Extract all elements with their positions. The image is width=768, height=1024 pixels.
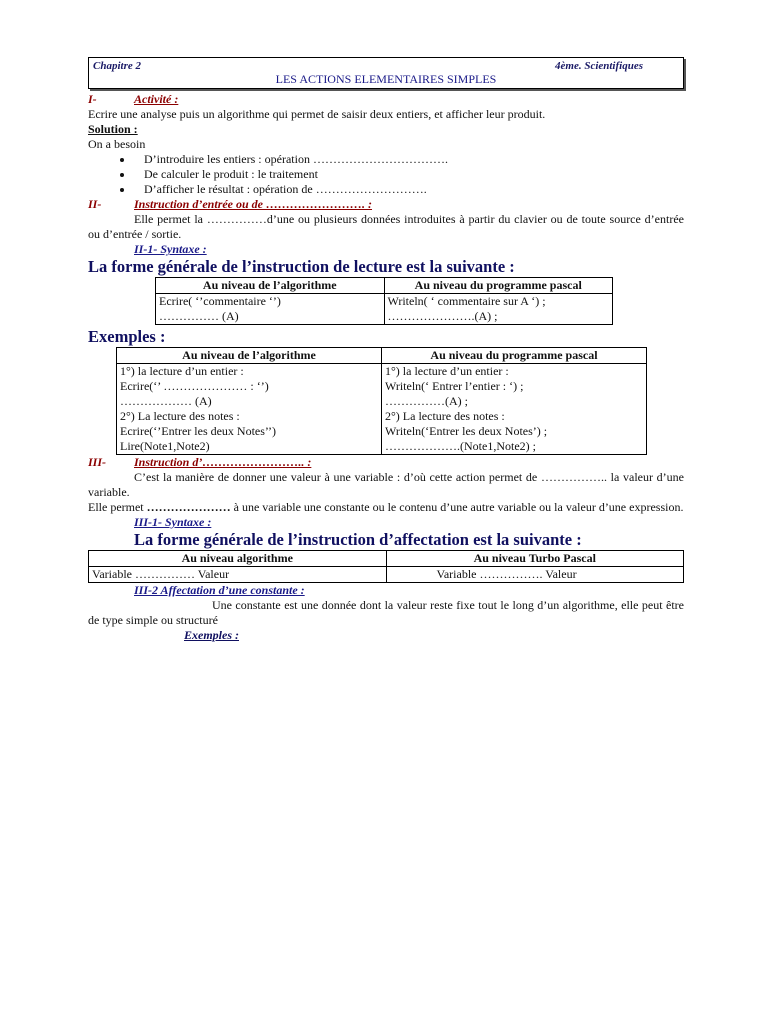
solution-label: Solution : [88, 122, 138, 136]
text-span-bold: ………………… [146, 500, 231, 514]
section-3-text: C’est la manière de donner une valeur à une variable : d’où cette action permet de …………….. la valeur d’une variable. [88, 470, 684, 499]
document-header [88, 57, 684, 89]
section-2-number: II- [88, 197, 102, 211]
cell-line: 2°) La lecture des notes : [385, 409, 505, 423]
table-header: Au niveau du programme pascal [384, 278, 613, 294]
solution-intro: On a besoin [88, 137, 146, 151]
read-syntax-table [155, 277, 613, 325]
cell-line: 2°) La lecture des notes : [120, 409, 240, 423]
cell-line: ……………….(Note1,Note2) ; [385, 439, 536, 453]
document-page [88, 57, 684, 643]
table-header: Au niveau du programme pascal [382, 348, 647, 364]
list-item: • D’afficher le résultat : opération de ………………………. [134, 182, 684, 197]
examples-label-2: Exemples : [184, 628, 239, 642]
table-cell [156, 294, 385, 325]
list-item: • D’introduire les entiers : opération ……………………………. [134, 152, 684, 167]
read-examples-table [116, 347, 647, 455]
cell-line: 1°) la lecture d’un entier : [120, 364, 244, 378]
section-1-number: I- [88, 92, 97, 106]
cell-line: Writeln(‘ Entrer l’entier : ‘) ; [385, 379, 524, 393]
solution-list [88, 152, 684, 197]
cell-line: ………………….(A) ; [387, 309, 498, 323]
section-3-number: III- [88, 455, 107, 469]
cell-line: 1°) la lecture d’un entier : [385, 364, 509, 378]
cell-line: Writeln( ‘ commentaire sur A ‘) ; [387, 294, 546, 308]
section-3-heading [88, 455, 684, 470]
text-span: à une variable une constante ou le contenu d’une autre variable ou la valeur d’une expression. [230, 500, 684, 514]
table-header: Au niveau algorithme [89, 551, 387, 567]
text-span: Elle permet [88, 500, 147, 514]
cell-line: ……………(A) ; [385, 394, 468, 408]
section-3-2-text: Une constante est une donnée dont la valeur reste fixe tout le long d’un algorithme, elle peut être de type simple ou structuré [88, 598, 684, 627]
cell-line: ……………… (A) [120, 394, 212, 408]
table-row [156, 294, 613, 325]
level-label: 4ème. Scientifiques [555, 60, 643, 72]
section-2-heading [88, 197, 684, 212]
read-syntax-title: La forme générale de l’instruction de lecture est la suivante : [88, 257, 515, 276]
assign-syntax-title: La forme générale de l’instruction d’affectation est la suivante : [134, 530, 582, 549]
section-3-title: Instruction d’…………………….. : [134, 455, 312, 469]
table-cell: Variable ……………. Valeur [386, 567, 684, 583]
table-cell [384, 294, 613, 325]
table-cell: Variable …………… Valeur [89, 567, 387, 583]
subsection-3-2-title: III-2 Affectation d’une constante : [134, 583, 305, 597]
examples-heading: Exemples : [88, 327, 166, 346]
list-item: • De calculer le produit : le traitement [134, 167, 684, 182]
cell-line: Lire(Note1,Note2) [120, 439, 210, 453]
subsection-2-1-title: II-1- Syntaxe : [134, 242, 207, 256]
section-1-heading [88, 92, 684, 107]
section-3-text-2 [88, 500, 684, 515]
section-2-title: Instruction d’entrée ou de ……………………. : [134, 197, 373, 211]
chapter-label: Chapitre 2 [93, 60, 141, 72]
subsection-3-1-title: III-1- Syntaxe : [134, 515, 212, 529]
document-title: LES ACTIONS ELEMENTAIRES SIMPLES [275, 72, 497, 86]
table-cell [117, 364, 382, 455]
cell-line: Ecrire( ‘’commentaire ‘’) [159, 294, 281, 308]
cell-line: …………… (A) [159, 309, 239, 323]
cell-line: Writeln(‘Entrer les deux Notes’) ; [385, 424, 548, 438]
table-header: Au niveau Turbo Pascal [386, 551, 684, 567]
assign-syntax-table [88, 550, 684, 583]
table-header: Au niveau de l’algorithme [156, 278, 385, 294]
table-cell [382, 364, 647, 455]
table-row [117, 364, 647, 455]
cell-line: Ecrire(‘’Entrer les deux Notes’’) [120, 424, 277, 438]
table-row [89, 567, 684, 583]
section-1-title: Activité : [134, 92, 179, 106]
cell-line: Ecrire(‘’ ………………… : ‘’) [120, 379, 269, 393]
section-2-text: Elle permet la ……………d’une ou plusieurs données introduites à partir du clavier ou de toute source d’entrée ou d’entrée / sortie. [88, 212, 684, 241]
section-1-text: Ecrire une analyse puis un algorithme qui permet de saisir deux entiers, et afficher leur produit. [88, 107, 546, 121]
table-header: Au niveau de l’algorithme [117, 348, 382, 364]
